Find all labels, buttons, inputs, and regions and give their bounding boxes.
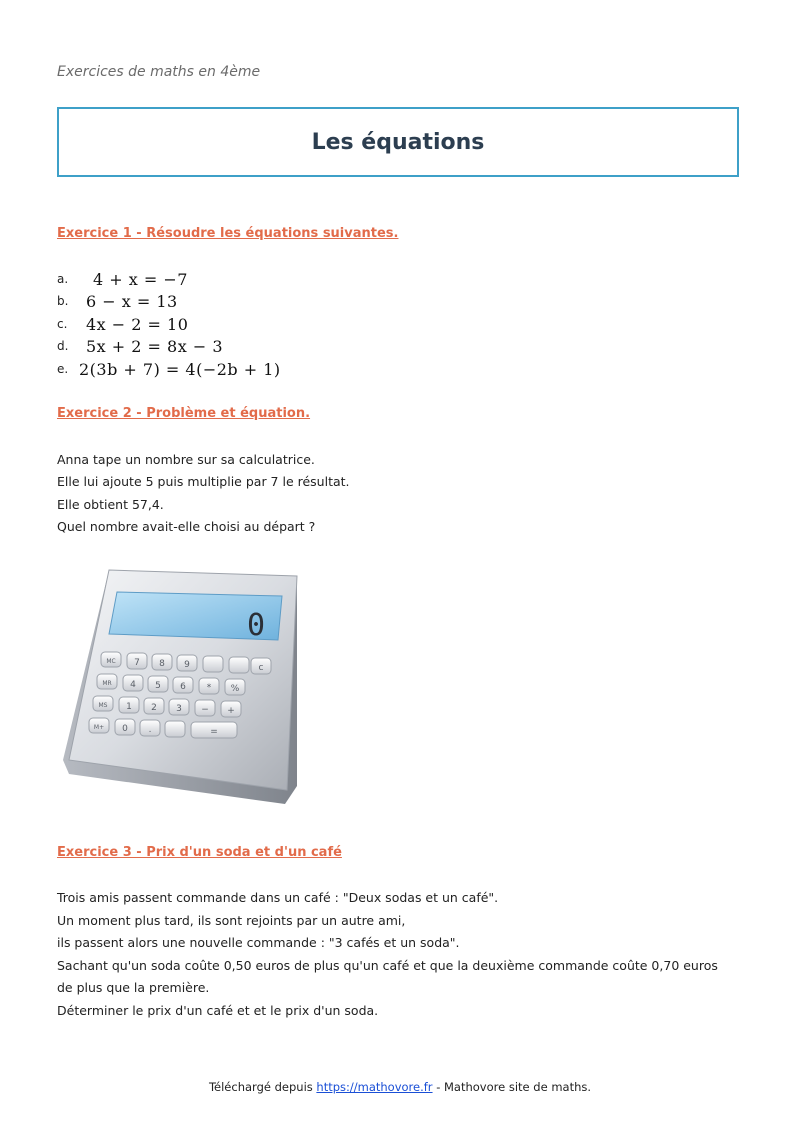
svg-text:6: 6 [180,682,186,692]
calculator-key [191,722,237,738]
calculator-key [140,720,160,736]
equation-letter: c. [57,317,68,331]
equation-row-e [57,358,281,380]
equation-math: 2(3b + 7) = 4(−2b + 1) [79,359,281,379]
equation-letter: a. [57,272,69,286]
equation-letter: e. [57,362,69,376]
equation-letter: d. [57,339,69,353]
calculator-key [221,701,241,717]
calculator-key [93,696,113,711]
calculator-illustration [57,548,302,810]
svg-text:MR: MR [102,680,112,687]
svg-text:2: 2 [151,703,157,713]
footer-prefix: Téléchargé depuis [208,1080,317,1094]
page-subtitle: Exercices de maths en 4ème [57,64,261,80]
exercise-3-heading: Exercice 3 - Prix d'un soda et d'un café [57,845,342,860]
svg-text:1: 1 [126,702,132,712]
calculator-key [119,697,139,713]
calculator-key [203,656,223,672]
calculator-key [127,653,147,669]
equation-row-a [57,268,188,290]
svg-text:M+: M+ [93,724,105,731]
equation-math: 5x + 2 = 8x − 3 [86,336,223,356]
calculator-key [123,675,143,691]
svg-text:0: 0 [122,724,128,734]
calculator-key [229,657,249,673]
equation-math: 4 + x = −7 [93,269,188,289]
equation-row-b [57,290,178,312]
svg-text:%: % [230,684,240,694]
calculator-key [251,658,271,674]
exercise-3-text-line: Trois amis passent commande dans un café : "Deux sodas et un café". [57,890,499,905]
equation-math: 4x − 2 = 10 [86,314,189,334]
exercise-3-text-line: de plus que la première. [57,980,210,995]
calculator-key [195,700,215,716]
svg-text:MC: MC [106,658,116,665]
calculator-key [115,719,135,735]
calculator-key [225,679,245,695]
calculator-key [169,699,189,715]
svg-text:4: 4 [130,680,136,690]
equation-row-c [57,313,188,335]
exercise-3-text-line: Déterminer le prix d'un café et et le prix d'un soda. [57,1003,379,1018]
svg-text:9: 9 [184,660,190,670]
svg-text:*: * [206,683,212,693]
exercise-2-text-line: Elle lui ajoute 5 puis multiplie par 7 le résultat. [57,474,350,489]
calculator-key [89,718,109,733]
exercise-2-text-line: Elle obtient 57,4. [57,497,164,512]
svg-text:+: + [227,706,235,716]
svg-text:=: = [210,727,218,737]
exercise-1-heading: Exercice 1 - Résoudre les équations suivantes. [57,226,399,241]
exercise-3-text-line: Un moment plus tard, ils sont rejoints par un autre ami, [57,913,406,928]
calculator-key [199,678,219,694]
exercise-3-text-line: ils passent alors une nouvelle commande : "3 cafés et un soda". [57,935,460,950]
page-title: Les équations [311,129,485,155]
title-box [57,107,739,177]
calculator-key [165,721,185,737]
svg-text:.: . [148,725,152,735]
calculator-key [97,674,117,689]
footer-link[interactable]: https://mathovore.fr [316,1080,433,1094]
calculator-key [148,676,168,692]
calculator-key [144,698,164,714]
exercise-2-text-line: Anna tape un nombre sur sa calculatrice. [57,452,315,467]
svg-text:5: 5 [155,681,161,691]
exercise-3-text-line: Sachant qu'un soda coûte 0,50 euros de plus qu'un café et que la deuxième commande coûte 0,70 euros [57,958,718,973]
equation-math: 6 − x = 13 [86,291,178,311]
exercise-2-text-line: Quel nombre avait-elle choisi au départ ? [57,519,316,534]
page-footer [0,1080,800,1094]
exercise-2-heading: Exercice 2 - Problème et équation. [57,406,311,421]
svg-text:3: 3 [176,704,182,714]
calculator-display-digit: 0 [247,608,266,643]
svg-text:8: 8 [159,659,165,669]
svg-text:−: − [201,705,209,715]
equation-letter: b. [57,294,69,308]
calculator-key [101,652,121,667]
calculator-key [152,654,172,670]
svg-text:7: 7 [134,658,140,668]
footer-suffix: - Mathovore site de maths. [432,1080,592,1094]
svg-text:c: c [258,663,264,673]
calculator-key [173,677,193,693]
svg-text:MS: MS [98,702,108,709]
calculator-key [177,655,197,671]
equation-row-d [57,335,223,357]
